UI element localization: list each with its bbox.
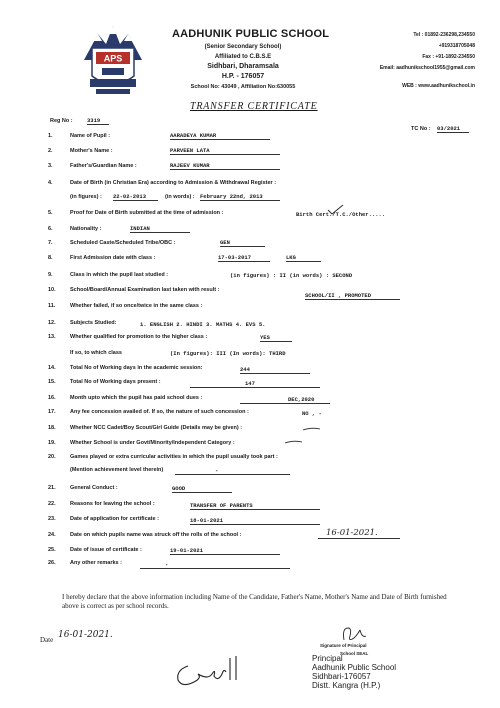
promotion-class-label: If so, to which class [70,350,122,356]
school-type: (Senior Secondary School) [204,44,282,50]
dob-words-label: (in words) : [165,194,195,200]
last-exam-label: School/Board/Annual Examination last taken with result : [70,287,220,293]
item-number: 8. [48,255,53,261]
dues-paid-value: DEC,2020 [240,396,330,404]
signature-mark [168,648,248,693]
struck-off-value: 16-01-2021. [318,528,400,539]
school-mobile: +919318705048 [438,43,475,49]
tick-mark [326,204,346,216]
blank-dash-mark [302,425,322,433]
dob-figures-value: 22-02-2013 [113,193,158,201]
first-admission-class: LKG [286,254,321,262]
svg-text:APS: APS [103,53,123,64]
father-name-label: Father's/Guardian Name : [70,163,137,169]
school-affiliation: Affiliated to C.B.S.E [214,54,272,60]
subjects-label: Subjects Studied: [70,320,117,326]
seal-line-2: Aadhunik Public School [312,663,397,672]
issue-date-label: Date of issue of certificate : [70,547,142,553]
item-number: 21. [48,485,56,491]
working-days-value: 244 [240,366,310,374]
failed-label: Whether failed, if so once/twice in the same class : [70,303,203,309]
tc-no-value: 03/2021 [437,125,469,133]
item-number: 25. [48,547,56,553]
declaration-text: I hereby declare that the above information including Name of the Candidate, Father's Name, Mother's Name and Date of Birth furnished above is correct as per school records. [62,593,447,610]
nationality-value: INDIAN [130,225,190,233]
working-days-label: Total No of Working days in the academic session: [70,365,203,371]
category-value: GEN [220,239,265,247]
application-date-value: 18-01-2021 [190,517,320,525]
mother-name-value: PARVEEN LATA [170,147,280,155]
school-logo [80,12,146,98]
item-number: 14. [48,365,56,371]
activities-level-label: (Mention achievement level therein) [70,467,164,473]
item-number: 22. [48,501,56,507]
item-number: 23. [48,516,56,522]
activities-value: - [175,467,290,475]
dob-proof-value: Birth Cert./T.C./Other..... [296,211,386,218]
principal-signature-label: Signature of Principal [320,643,367,648]
dob-label: Date of Birth (in Christian Era) according to Admission & Withdrawal Register : [70,180,277,186]
school-numbers: School No: 43049 , Affiliation No:630055 [190,84,296,90]
nationality-label: Nationality : [70,226,102,232]
pupil-name-label: Name of Pupil : [70,133,111,139]
dob-proof-label: Proof for Date of Birth submitted at the time of admission : [70,210,224,216]
application-date-label: Date of application for certificate : [70,516,159,522]
dob-words-value: February 22nd, 2013 [200,193,280,201]
school-web: WEB : www.aadhunikschool.in [402,83,475,89]
promotion-label: Whether qualified for promotion to the higher class : [70,334,208,340]
conduct-label: General Conduct : [70,485,118,491]
item-number: 3. [48,163,53,169]
promotion-class-value: (In figures): III (In words): THIRD [170,350,286,357]
first-admission-date: 17-03-2017 [218,254,270,262]
blank-dash-mark [284,438,304,446]
item-number: 18. [48,425,56,431]
subjects-value: 1. ENGLISH 2. HINDI 3. MATHS 4. EVS 5. [140,321,266,328]
item-number: 10. [48,287,56,293]
leaving-reason-label: Reasons for leaving the school : [70,501,155,507]
item-number: 12. [48,320,56,326]
days-present-label: Total No of Working days present : [70,379,161,385]
item-number: 1. [48,133,53,139]
days-present-value: 147 [190,380,320,388]
seal-line-1: Principal [312,654,343,663]
item-number: 17. [48,409,56,415]
school-email: Email: aadhunikschool1955@gmail.com [379,65,475,71]
pupil-name-value: AARADEYA KUMAR [170,132,270,140]
certificate-title: TRANSFER CERTIFICATE [190,101,318,112]
school-name: AADHUNIK PUBLIC SCHOOL [172,28,330,40]
reg-no-label: Reg No : [50,118,73,124]
school-seal-label: School SEAL [340,651,369,656]
mother-name-label: Mother's Name : [70,148,113,154]
item-number: 4. [48,180,53,186]
item-number: 20. [48,454,56,460]
reg-no-value: 3319 [87,117,109,125]
item-number: 6. [48,226,53,232]
last-class-value: (in figures) : II (in words) : SECOND [230,272,353,279]
school-category-label: Whether School is under Govt/Minority/Independent Category : [70,440,235,446]
promotion-value: YES [260,334,292,342]
leaving-reason-value: TRANSFER OF PARENTS [190,502,320,510]
last-class-label: Class in which the pupil last studied : [70,272,169,278]
item-number: 9. [48,272,53,278]
dob-figures-label: (in figures) : [70,194,102,200]
item-number: 24. [48,532,56,538]
remarks-value: - [140,561,290,569]
activities-label: Games played or extra curricular activities in which the pupil usually took part : [70,454,278,460]
last-exam-value: SCHOOL/II , PROMOTED [305,292,400,300]
item-number: 7. [48,240,53,246]
school-tel: Tel : 01892-236298,234550 [413,32,475,38]
remarks-label: Any other remarks : [70,560,122,566]
item-number: 15. [48,379,56,385]
ncc-label: Whether NCC Cadet/Boy Scout/Girl Guide (Details may be given) : [70,425,243,431]
dues-paid-label: Month upto which the pupil has paid school dues : [70,395,203,401]
issue-date-value: 19-01-2021 [170,547,280,555]
first-admission-label: First Admission date with class : [70,255,156,261]
school-fax: Fax : +91-1892-234550 [422,54,475,60]
fee-concession-value: NO , - [302,410,322,417]
item-number: 26. [48,560,56,566]
item-number: 13. [48,334,56,340]
seal-line-4: Distt. Kangra (H.P.) [312,681,381,690]
category-label: Scheduled Caste/Scheduled Tribe/OBC : [70,240,176,246]
father-name-value: RAJEEV KUMAR [170,162,280,170]
item-number: 19. [48,440,56,446]
school-state: H.P. - 176057 [221,73,265,80]
conduct-value: GOOD [172,485,232,493]
school-address: Sidhbari, Dharamsala [207,63,279,70]
fee-concession-label: Any fee concession availed of. If so, the nature of such concession : [70,409,249,415]
date-value: 16-01-2021. [58,630,113,640]
struck-off-label: Date on which pupils name was struck off the rolls of the school : [70,532,242,538]
item-number: 16. [48,395,56,401]
seal-line-3: Sidhbari-176057 [312,672,371,681]
item-number: 11. [48,303,56,309]
item-number: 5. [48,210,53,216]
item-number: 2. [48,148,53,154]
tc-no-label: TC No : [411,126,431,132]
date-label: Date [40,636,54,644]
